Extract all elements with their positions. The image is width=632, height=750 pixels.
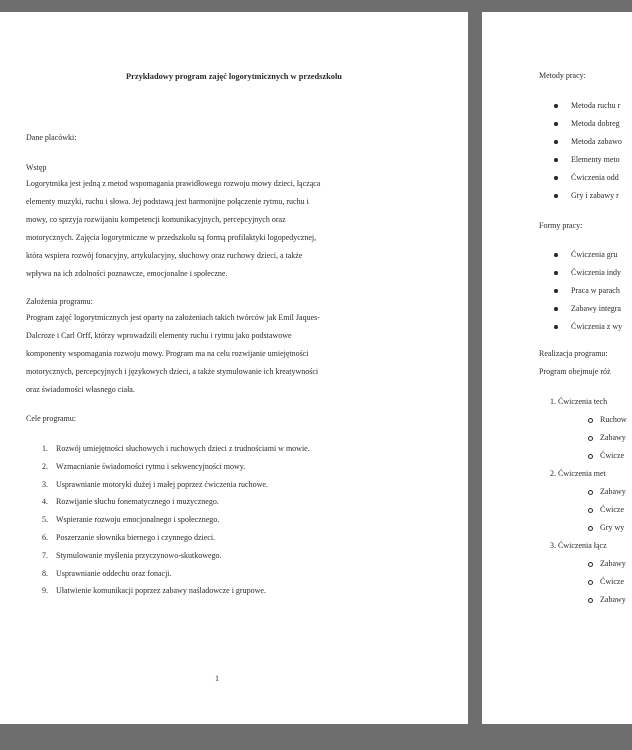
- goal-item: 9. Ułatwienie komunikacji poprzez zabawy naśladowcze i grupowe.: [42, 586, 266, 596]
- methods-list: [554, 97, 622, 205]
- document-title: Przykładowy program zajęć logorytmicznych w przedszkolu: [126, 72, 342, 81]
- method-item: Metoda zabawo: [554, 133, 622, 151]
- viewer-bottom-bar: [0, 724, 632, 750]
- implementation-list: [550, 393, 627, 609]
- form-item: Ćwiczenia z wy: [554, 318, 622, 336]
- assumptions-line: Dalcroze i Carl Orff, którzy wprowadzili elementy ruchu i rytmu jako podstawowe: [26, 331, 292, 340]
- method-item: Ćwiczenia odd: [554, 169, 622, 187]
- facility-data-label: Dane placówki:: [26, 133, 77, 142]
- form-item: Zabawy integra: [554, 300, 622, 318]
- assumptions-line: motorycznych, percepcyjnych i językowych dzieci, a także stymulowanie ich kreatywności: [26, 367, 319, 376]
- goal-item: 7. Stymulowanie myślenia przyczynowo-skutkowego.: [42, 550, 222, 560]
- method-item: Metoda dobreg: [554, 115, 622, 133]
- implementation-subitem: Ruchow: [550, 411, 627, 429]
- methods-heading: Metody pracy:: [539, 71, 586, 80]
- goal-item: 5. Wspieranie rozwoju emocjonalnego i społecznego.: [42, 515, 220, 525]
- method-item: Metoda ruchu r: [554, 97, 622, 115]
- assumptions-line: oraz świadomości własnego ciała.: [26, 385, 135, 394]
- introduction-paragraph: [26, 175, 421, 283]
- implementation-item: 3. Ćwiczenia łącz: [550, 541, 607, 550]
- implementation-subitem: Ćwicze: [550, 501, 627, 519]
- document-page-2: [482, 12, 632, 724]
- implementation-item: 1. Ćwiczenia tech: [550, 397, 608, 406]
- forms-heading: Formy pracy:: [539, 221, 583, 230]
- introduction-line: Logorytmika jest jedną z metod wspomagania prawidłowego rozwoju mowy dzieci, łącząca: [26, 179, 321, 188]
- introduction-line: motorycznych. Zajęcia logorytmiczne w przedszkolu są formą profilaktyki logopedycznej,: [26, 233, 317, 242]
- page-number: 1: [215, 674, 219, 683]
- introduction-line: która wspiera rozwój fonacyjny, artykulacyjny, słuchowy oraz ruchowy dzieci, a także: [26, 251, 303, 260]
- implementation-heading: Realizacja programu:: [539, 349, 608, 358]
- goal-item: 2. Wzmacnianie świadomości rytmu i sekwencyjności mowy.: [42, 461, 246, 471]
- goals-heading: Cele programu:: [26, 414, 76, 423]
- goal-item: 8. Usprawnianie oddechu oraz fonacji.: [42, 568, 172, 578]
- implementation-item: 2. Ćwiczenia met: [550, 469, 606, 478]
- goal-item: 4. Rozwijanie słuchu fonematycznego i muzycznego.: [42, 497, 219, 507]
- implementation-text: Program obejmuje róż: [539, 367, 611, 376]
- introduction-line: mowy, co sprzyja rozwijaniu kompetencji komunikacyjnych, percepcyjnych oraz: [26, 215, 286, 224]
- form-item: Praca w parach: [554, 282, 622, 300]
- assumptions-heading: Założenia programu:: [26, 297, 93, 306]
- introduction-line: wpływa na ich zdolności poznawcze, emocjonalne i społeczne.: [26, 269, 228, 278]
- method-item: Gry i zabawy r: [554, 187, 622, 205]
- document-page-1: [0, 12, 468, 724]
- assumptions-line: komponenty wspomagania rozwoju mowy. Program ma na celu rozwijanie umiejętności: [26, 349, 309, 358]
- assumptions-paragraph: [26, 309, 421, 399]
- goal-item: 3. Usprawnianie motoryki dużej i małej poprzez ćwiczenia ruchowe.: [42, 479, 268, 489]
- form-item: Ćwiczenia indy: [554, 264, 622, 282]
- method-item: Elementy meto: [554, 151, 622, 169]
- implementation-subitem: Zabawy: [550, 429, 627, 447]
- forms-list: [554, 246, 622, 336]
- implementation-subitem: Zabawy: [550, 555, 627, 573]
- implementation-subitem: Ćwicze: [550, 573, 627, 591]
- assumptions-line: Program zajęć logorytmicznych jest oparty na założeniach takich twórców jak Emil Jaques-: [26, 313, 320, 322]
- implementation-subitem: Zabawy: [550, 483, 627, 501]
- implementation-subitem: Ćwicze: [550, 447, 627, 465]
- goal-item: 1. Rozwój umiejętności słuchowych i ruchowych dzieci z trudnościami w mowie.: [42, 444, 310, 453]
- introduction-heading: Wstęp: [26, 163, 47, 172]
- goal-item: 6. Poszerzanie słownika biernego i czynnego dzieci.: [42, 532, 216, 542]
- introduction-line: elementy muzyki, ruchu i słowa. Jej podstawą jest harmonijne połączenie rytmu, ruchu i: [26, 197, 309, 206]
- implementation-subitem: Zabawy: [550, 591, 627, 609]
- goals-list: [28, 440, 428, 600]
- implementation-subitem: Gry wy: [550, 519, 627, 537]
- form-item: Ćwiczenia gru: [554, 246, 622, 264]
